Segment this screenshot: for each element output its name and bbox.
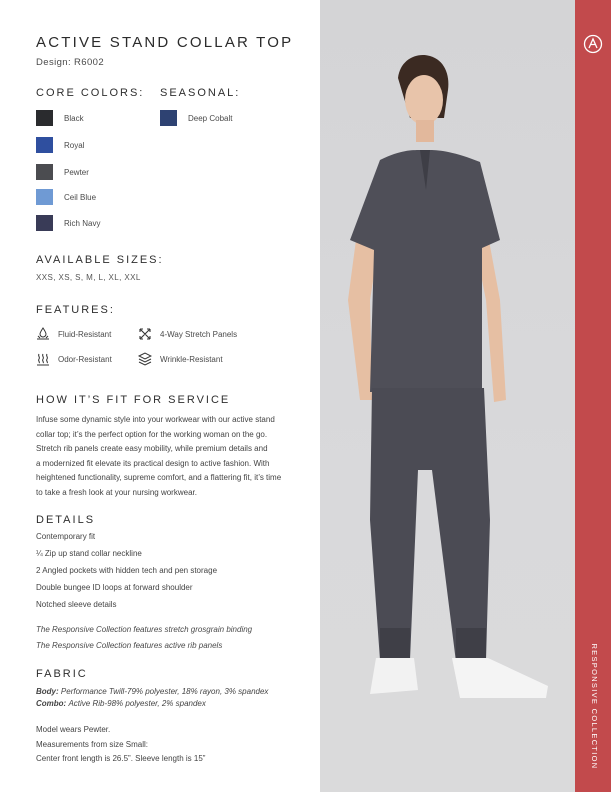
fabric-body-label: Body: <box>36 687 59 696</box>
fit-line: Infuse some dynamic style into your workwear with our active stand <box>36 415 275 424</box>
feature-fluid-resistant <box>36 327 111 341</box>
fabric-body <box>36 687 268 696</box>
list-item: Double bungee ID loops at forward shoulder <box>36 583 193 592</box>
color-swatch-black[interactable] <box>36 110 84 126</box>
list-item: Notched sleeve details <box>36 600 117 609</box>
feature-stretch-panels <box>138 327 237 341</box>
model-info: Center front length is 26.5”. Sleeve length is 15” <box>36 754 206 763</box>
feature-odor-resistant <box>36 352 112 366</box>
design-number: Design: R6002 <box>36 57 105 68</box>
fit-description <box>36 413 314 500</box>
fit-line: a modernized fit elevate its practical design to active fashion. With <box>36 458 270 468</box>
swatch-label: Ceil Blue <box>64 192 97 202</box>
product-title: ACTIVE STAND COLLAR TOP <box>36 34 294 51</box>
list-item: Contemporary fit <box>36 532 96 541</box>
model-info: Measurements from size Small: <box>36 740 149 749</box>
fabric-body-text: Performance Twill-79% polyester, 18% rayon, 3% spandex <box>60 687 269 696</box>
swatch-chip <box>160 110 177 126</box>
swatch-chip <box>36 164 53 180</box>
swatch-label: Black <box>64 113 84 123</box>
collection-label-text: RESPONSIVE COLLECTION <box>590 643 599 770</box>
model-info: Model wears Pewter. <box>36 725 111 734</box>
model-photo <box>320 0 575 792</box>
feature-label: Fluid-Resistant <box>58 329 112 339</box>
feature-label: 4-Way Stretch Panels <box>160 329 238 339</box>
swatch-chip <box>36 215 53 231</box>
stretch-arrows-icon <box>138 327 152 341</box>
sizes-list: XXS, XS, S, M, L, XL, XXL <box>36 273 141 282</box>
fit-title: HOW IT’S FIT FOR SERVICE <box>36 394 231 406</box>
color-swatch-deep-cobalt[interactable] <box>160 110 232 126</box>
swatch-label: Pewter <box>64 167 89 177</box>
brand-logo-icon <box>583 34 603 54</box>
fluid-resistant-icon <box>36 327 50 341</box>
swatch-chip <box>36 189 53 205</box>
fabric-combo <box>36 699 206 708</box>
odor-resistant-icon <box>36 352 50 366</box>
feature-label: Wrinkle-Resistant <box>160 354 223 364</box>
fit-line: Stretch rib panels create easy mobility, while premium details and <box>36 444 268 453</box>
swatch-label: Rich Navy <box>64 218 101 228</box>
color-swatch-royal[interactable] <box>36 137 84 153</box>
swatch-label: Deep Cobalt <box>188 113 233 123</box>
list-item: 2 Angled pockets with hidden tech and pen storage <box>36 566 218 575</box>
color-swatch-pewter[interactable] <box>36 164 89 180</box>
details-title: DETAILS <box>36 514 96 526</box>
swatch-chip <box>36 110 53 126</box>
features-title: FEATURES: <box>36 304 115 316</box>
swatch-chip <box>36 137 53 153</box>
fit-line: collar top; it’s the perfect option for the working woman on the go. <box>36 429 268 439</box>
color-swatch-ceil-blue[interactable] <box>36 189 96 205</box>
list-item: ¼ Zip up stand collar neckline <box>36 549 142 558</box>
fit-line: heightened functionality, supreme comfort, and a flattering fit, it’s time <box>36 473 282 482</box>
wrinkle-resistant-icon <box>138 352 152 366</box>
collection-label <box>588 632 600 782</box>
fit-line: to take a fresh look at your nursing workwear. <box>36 487 197 497</box>
details-list <box>36 531 217 616</box>
collection-note: The Responsive Collection features stretch grosgrain binding <box>36 625 253 634</box>
fabric-combo-text: Active Rib-98% polyester, 2% spandex <box>68 699 206 708</box>
collection-note: The Responsive Collection features active rib panels <box>36 641 223 650</box>
feature-wrinkle-resistant <box>138 352 223 366</box>
seasonal-title: SEASONAL: <box>160 87 241 99</box>
core-colors-title: CORE COLORS: <box>36 87 145 99</box>
sizes-title: AVAILABLE SIZES: <box>36 254 164 266</box>
color-swatch-rich-navy[interactable] <box>36 215 100 231</box>
feature-label: Odor-Resistant <box>58 354 112 364</box>
fabric-combo-label: Combo: <box>36 699 67 708</box>
swatch-label: Royal <box>64 140 85 150</box>
model-figure-illustration <box>320 0 575 792</box>
fabric-title: FABRIC <box>36 668 88 680</box>
